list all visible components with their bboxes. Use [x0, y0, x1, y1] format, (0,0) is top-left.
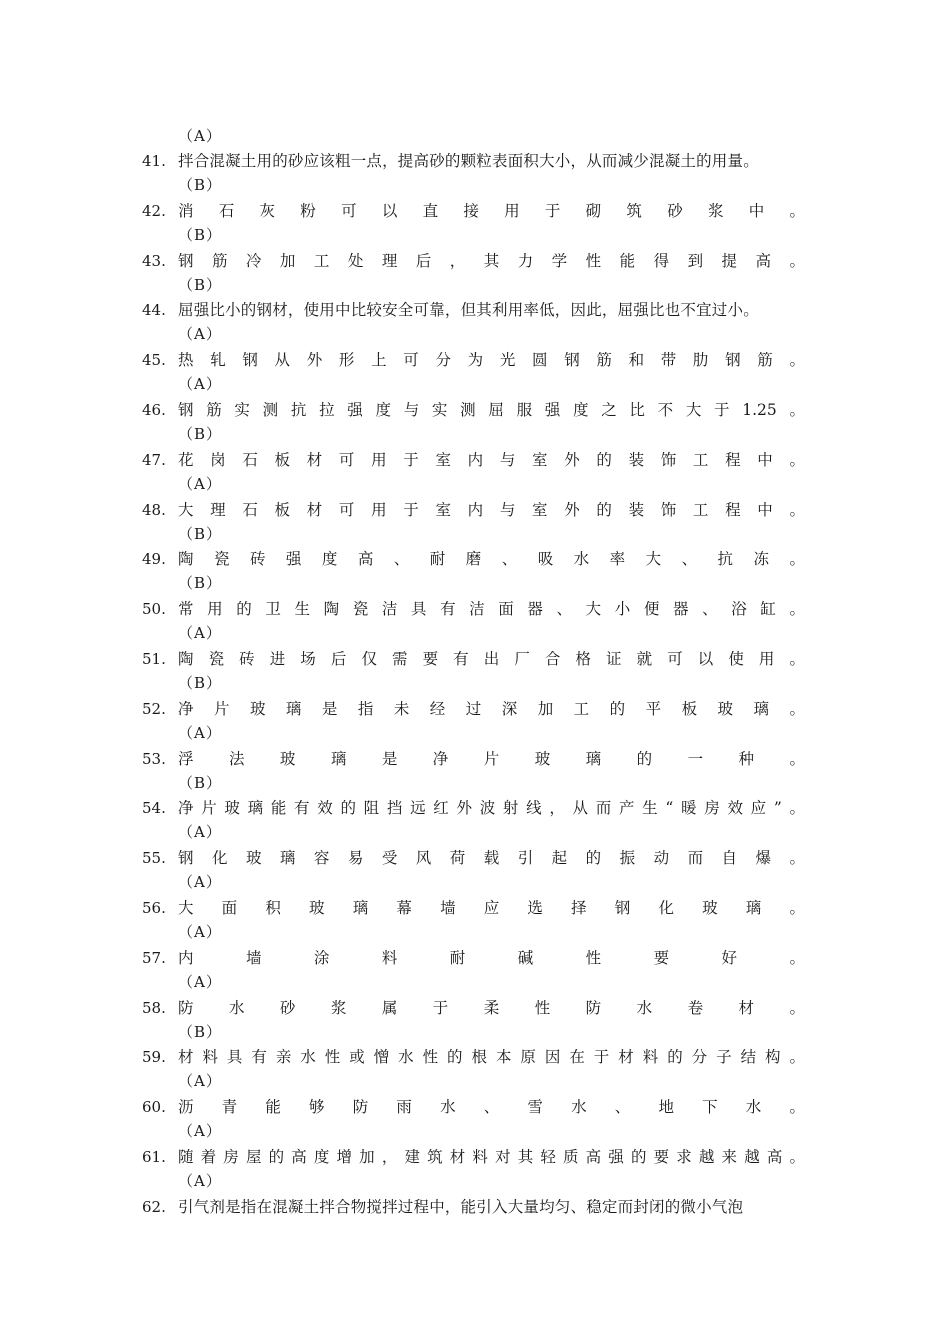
- answer-label: （A）: [178, 624, 222, 642]
- question-text: 消石灰粉可以直接用于砌筑砂浆中。: [178, 202, 805, 220]
- answer-label: （B）: [178, 226, 223, 244]
- answer-label: （B）: [178, 525, 223, 543]
- question-number: 58.: [142, 999, 166, 1017]
- answer-label: （A）: [178, 973, 222, 991]
- answer-label: （A）: [178, 375, 222, 393]
- question-number: 51.: [142, 650, 166, 668]
- question-number: 44.: [142, 301, 166, 319]
- question-text: 热轧钢从外形上可分为光圆钢筋和带肋钢筋。: [178, 351, 805, 369]
- answer-label: （A）: [178, 873, 222, 891]
- question-text: 大面积玻璃幕墙应选择钢化玻璃。: [178, 899, 805, 917]
- answer-label: （B）: [178, 1023, 223, 1041]
- question-text: 陶瓷砖进场后仅需要有出厂合格证就可以使用。: [178, 650, 805, 668]
- question-number: 55.: [142, 849, 166, 867]
- question-text: 引气剂是指在混凝土拌合物搅拌过程中，能引入大量均匀、稳定而封闭的微小气泡: [178, 1198, 744, 1216]
- question-number: 57.: [142, 949, 166, 967]
- answer-label: （A）: [178, 1122, 222, 1140]
- answer-label: （A）: [178, 1072, 222, 1090]
- answer-label: （B）: [178, 574, 223, 592]
- question-number: 60.: [142, 1098, 166, 1116]
- question-number: 43.: [142, 252, 166, 270]
- question-text: 沥青能够防雨水、雪水、地下水。: [178, 1098, 805, 1116]
- answer-label: （A）: [178, 325, 222, 343]
- question-text: 净片玻璃是指未经过深加工的平板玻璃。: [178, 700, 805, 718]
- question-number: 47.: [142, 451, 166, 469]
- question-number: 41.: [142, 152, 166, 170]
- question-text: 浮法玻璃是净片玻璃的一种。: [178, 750, 805, 768]
- question-number: 56.: [142, 899, 166, 917]
- question-text: 屈强比小的钢材，使用中比较安全可靠，但其利用率低，因此，屈强比也不宜过小。: [178, 301, 759, 319]
- question-text: 钢筋实测抗拉强度与实测屈服强度之比不大于1.25。: [178, 401, 805, 419]
- answer-label: （B）: [178, 674, 223, 692]
- question-number: 54.: [142, 799, 166, 817]
- answer-label: （B）: [178, 276, 223, 294]
- question-number: 49.: [142, 550, 166, 568]
- answer-label: （A）: [178, 724, 222, 742]
- answer-label: （B）: [178, 176, 223, 194]
- answer-label: （B）: [178, 425, 223, 443]
- question-number: 61.: [142, 1148, 166, 1166]
- answer-label: （A）: [178, 1172, 222, 1190]
- question-text: 净片玻璃能有效的阻挡远红外波射线，从而产生“暖房效应”。: [178, 799, 805, 817]
- question-text: 材料具有亲水性或憎水性的根本原因在于材料的分子结构。: [178, 1048, 805, 1066]
- question-text: 大理石板材可用于室内与室外的装饰工程中。: [178, 501, 805, 519]
- question-number: 48.: [142, 501, 166, 519]
- answer-label: （A）: [178, 127, 222, 145]
- answer-label: （A）: [178, 475, 222, 493]
- question-text: 防水砂浆属于柔性防水卷材。: [178, 999, 805, 1017]
- answer-label: （B）: [178, 774, 223, 792]
- question-text: 花岗石板材可用于室内与室外的装饰工程中。: [178, 451, 805, 469]
- question-number: 62.: [142, 1198, 166, 1216]
- question-number: 59.: [142, 1048, 166, 1066]
- question-text: 拌合混凝土用的砂应该粗一点，提高砂的颗粒表面积大小，从而减少混凝土的用量。: [178, 152, 759, 170]
- answer-label: （A）: [178, 823, 222, 841]
- question-text: 内墙涂料耐碱性要好。: [178, 949, 805, 967]
- question-text: 常用的卫生陶瓷洁具有洁面器、大小便器、浴缸。: [178, 600, 805, 618]
- answer-label: （A）: [178, 923, 222, 941]
- question-number: 42.: [142, 202, 166, 220]
- question-number: 46.: [142, 401, 166, 419]
- question-number: 52.: [142, 700, 166, 718]
- question-text: 陶瓷砖强度高、耐磨、吸水率大、抗冻。: [178, 550, 805, 568]
- question-number: 53.: [142, 750, 166, 768]
- question-text: 随着房屋的高度增加，建筑材料对其轻质高强的要求越来越高。: [178, 1148, 805, 1166]
- question-number: 50.: [142, 600, 166, 618]
- question-number: 45.: [142, 351, 166, 369]
- question-text: 钢筋冷加工处理后，其力学性能得到提高。: [178, 252, 805, 270]
- question-text: 钢化玻璃容易受风荷载引起的振动而自爆。: [178, 849, 805, 867]
